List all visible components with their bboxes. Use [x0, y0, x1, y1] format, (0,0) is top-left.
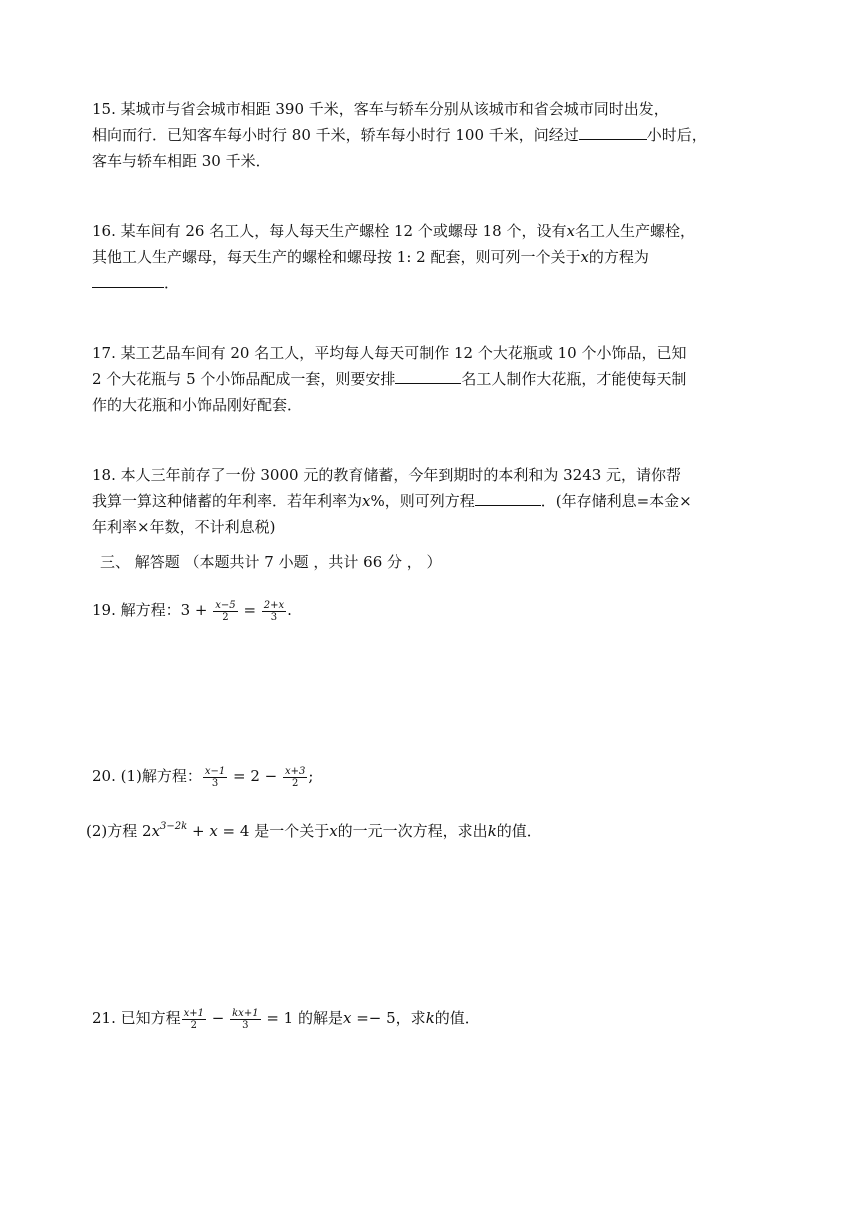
q15-text-3: 客车与轿车相距 30 千米． [92, 152, 271, 170]
q20-fraction-1 [203, 766, 227, 789]
q16-text-2b: 的方程为 [588, 248, 649, 266]
q16-var-x-2: x [580, 248, 589, 266]
q15-text-1: 15. 某城市与省会城市相距 390 千米，客车与轿车分别从该城市和省会城市同时出发， [92, 100, 669, 118]
q21-fraction-2 [230, 1008, 260, 1031]
q17-text-1: 17. 某工艺品车间有 20 名工人，平均每人每天可制作 12 个大花瓶或 10 个小饰品，已知 [92, 344, 687, 362]
q21-line [92, 1005, 782, 1031]
q15-text-2b: 小时后， [646, 126, 707, 144]
q19-line [92, 597, 782, 623]
q21-label: 21. 已知方程 [92, 1009, 181, 1027]
q19-fraction-2 [262, 600, 286, 623]
q17-text-2a: 2 个大花瓶与 5 个小饰品配成一套，则要安排 [92, 370, 396, 388]
q19-f2-denominator: 3 [270, 611, 278, 623]
q20-end: ; [308, 767, 314, 785]
q20-p2-text-c: = 4 是一个关于 [217, 822, 330, 840]
q16-answer-blank[interactable] [92, 271, 164, 288]
q16-text-1b: 名工人生产螺栓， [574, 222, 695, 240]
q18-text-2b: %，则可列方程 [370, 492, 475, 510]
q18-text-3: 年利率×年数，不计利息税) [92, 518, 276, 536]
q21-eq-text: = 1 的解是 [261, 1009, 343, 1027]
q16-text-2a: 其他工人生产螺母，每天生产的螺栓和螺母按 1: 2 配套，则可列一个关于 [92, 248, 581, 266]
q16-line3 [92, 270, 782, 296]
q18-line3 [92, 514, 782, 540]
q21-f2-numerator: kx+1 [232, 1007, 259, 1019]
q19-f2-numerator: 2+x [263, 599, 285, 611]
q20-f1-denominator: 3 [211, 777, 219, 789]
q21-f1-denominator: 2 [190, 1019, 197, 1031]
q18-text-2c: ．(年存储利息=本金× [540, 492, 692, 510]
q21-f1-numerator: x+1 [183, 1007, 205, 1019]
q15-line3 [92, 148, 782, 174]
q17-answer-blank[interactable] [395, 367, 461, 384]
q19-f1-denominator: 2 [222, 611, 229, 623]
q20-mid: = 2 − [228, 767, 283, 785]
q21-fraction-1 [182, 1008, 206, 1031]
q19-equals: = [238, 601, 261, 619]
q15-line1 [92, 96, 782, 122]
q19-label: 19. 解方程： [92, 601, 181, 619]
q18-line2 [92, 488, 782, 514]
q21-end: 的值． [434, 1009, 480, 1027]
q20-line1 [92, 763, 782, 789]
q18-text-2a: 我算一算这种储蓄的年利率．若年利率为 [92, 492, 363, 510]
q20-p2-text-a: (2)方程 2 [86, 822, 152, 840]
q19-f1-numerator: x−5 [215, 599, 236, 611]
q15-answer-blank[interactable] [579, 123, 647, 140]
q16-line2 [92, 244, 782, 270]
q16-line1 [92, 218, 782, 244]
q19-end: . [287, 601, 292, 619]
q16-var-x: x [566, 222, 575, 240]
q17-line2 [92, 366, 782, 392]
q20-p2-var-x-2: x [209, 822, 218, 840]
q20-fraction-2 [283, 766, 307, 789]
q18-answer-blank[interactable] [475, 489, 541, 506]
q17-text-3: 作的大花瓶和小饰品刚好配套． [92, 396, 303, 414]
q17-text-2b: 名工人制作大花瓶，才能使每天制 [461, 370, 687, 388]
q16-text-3: ． [164, 274, 180, 292]
q20-line2 [86, 814, 776, 844]
q20-f2-numerator: x+3 [285, 765, 306, 777]
q19-pre: 3 + [180, 601, 213, 619]
q16-text-1a: 16. 某车间有 26 名工人，每人每天生产螺栓 12 个或螺母 18 个，设有 [92, 222, 567, 240]
q20-p2-exponent: 3−2k [160, 821, 188, 832]
q20-label: 20. (1)解方程： [92, 767, 202, 785]
q20-p2-text-e: 的值． [496, 822, 542, 840]
q20-p2-text-d: 的一元一次方程，求出 [337, 822, 488, 840]
q15-line2 [92, 122, 782, 148]
q17-line1 [92, 340, 782, 366]
q20-p2-var-k: k [487, 822, 497, 840]
q21-solution-text: =− 5，求 [351, 1009, 426, 1027]
q17-line3 [92, 392, 782, 418]
section-heading-text: 三、 解答题 （本题共计 7 小题 ，共计 66 分 ， ） [100, 553, 442, 571]
q18-text-1: 18. 本人三年前存了一份 3000 元的教育储蓄，今年到期时的本利和为 3243 元，请你帮 [92, 466, 682, 484]
q18-line1 [92, 462, 782, 488]
q20-p2-var-x: x [151, 822, 161, 840]
q19-fraction-1 [213, 600, 237, 623]
q21-f2-denominator: 3 [242, 1019, 249, 1031]
q15-text-2a: 相向而行．已知客车每小时行 80 千米，轿车每小时行 100 千米，问经过 [92, 126, 579, 144]
q21-var-k: k [425, 1009, 435, 1027]
q21-minus: − [207, 1009, 230, 1027]
q18-var-x: x [362, 492, 371, 510]
q20-p2-plus: + [187, 822, 210, 840]
section-heading [100, 549, 442, 575]
q20-p2-var-x-3: x [329, 822, 338, 840]
q21-var-x: x [343, 1009, 352, 1027]
q20-f1-numerator: x−1 [204, 765, 226, 777]
q20-f2-denominator: 2 [292, 777, 299, 789]
